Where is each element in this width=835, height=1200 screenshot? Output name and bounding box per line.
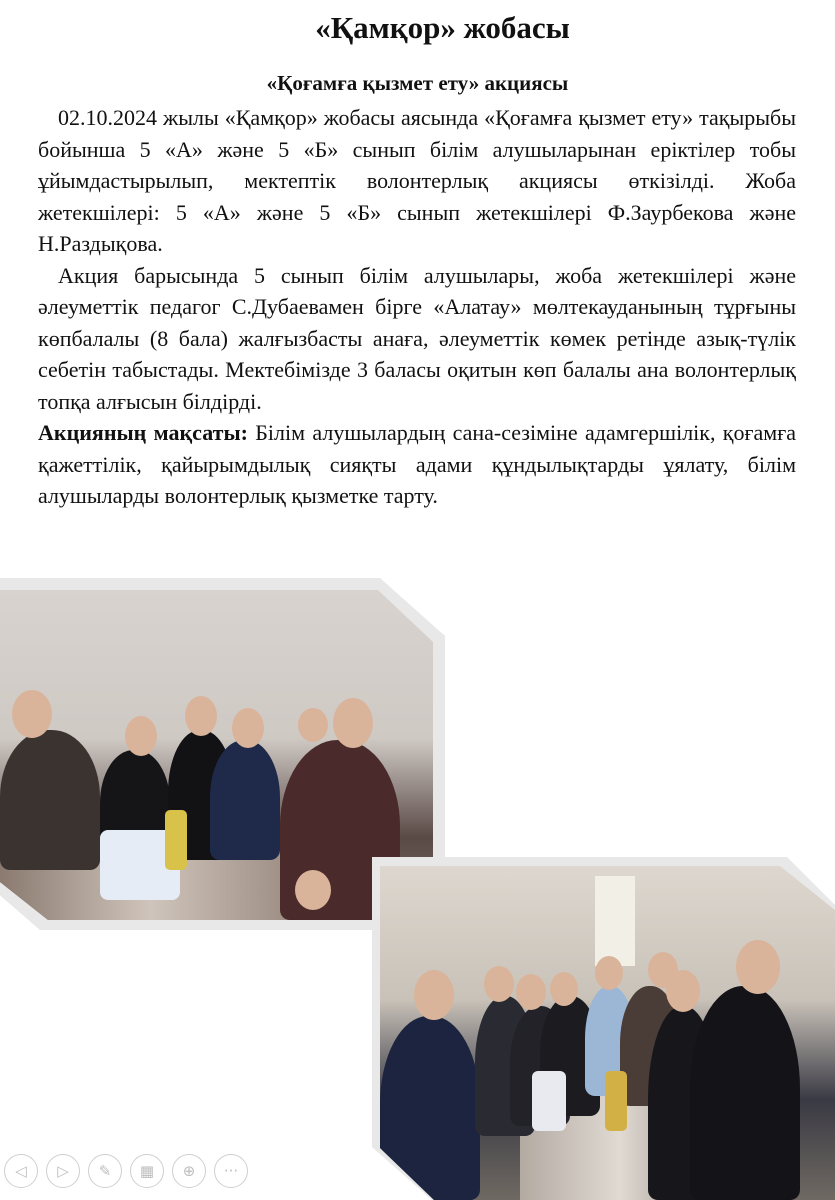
grocery-bag — [532, 1071, 566, 1131]
person-face — [185, 696, 217, 736]
event-photo-2 — [380, 866, 835, 1200]
event-photo-1 — [0, 590, 433, 920]
person-face — [12, 690, 52, 738]
person-face — [484, 966, 514, 1002]
person-face — [736, 940, 780, 994]
pen-icon[interactable]: ✎ — [88, 1154, 122, 1188]
person-face — [550, 972, 578, 1006]
document-title: «Қамқор» жобасы — [315, 10, 570, 45]
goal-label: Акцияның мақсаты: — [38, 420, 248, 445]
oil-bottle — [605, 1071, 627, 1131]
oil-bottle — [165, 810, 187, 870]
presentation-toolbar — [0, 1154, 248, 1194]
person-face — [333, 698, 373, 748]
document-subtitle: «Қоғамға қызмет ету» акциясы — [266, 71, 569, 95]
person-face — [125, 716, 157, 756]
child-face — [295, 870, 331, 910]
more-icon[interactable]: ··· — [214, 1154, 248, 1188]
person — [690, 986, 800, 1200]
paragraph-action: Акция барысында 5 сынып білім алушылары, жоба жетекшілері және әлеуметтік педагог С.Дубаевамен бірге «Алатау» мөлтекауданының тұрғыны көпбалалы (8 бала) жалғызбасты анаға, әлеуметтік көмек ретінде азық-түлік себетін табыстады. Мектебімізде 3 баласы оқитын көп балалы ана волонтерлық топқа алғысын білдірді. — [38, 262, 796, 414]
paragraph-goal — [38, 417, 796, 512]
person — [210, 740, 280, 860]
person-face — [414, 970, 454, 1020]
prev-arrow-icon[interactable]: ◁ — [4, 1154, 38, 1188]
person-face — [666, 970, 700, 1012]
paragraph-intro: 02.10.2024 жылы «Қамқор» жобасы аясында «Қоғамға қызмет ету» тақырыбы бойынша 5 «А» және 5 «Б» сынып білім алушыларынан еріктілер тобы ұйымдастырылып, мектептік волонтерлық акциясы өткізілді. Жоба жетекшілері: 5 «А» және 5 «Б» сынып жетекшілері Ф.Заурбекова және Н.Раздықова. — [38, 105, 796, 256]
window — [595, 876, 635, 966]
next-arrow-icon[interactable]: ▷ — [46, 1154, 80, 1188]
person-face — [595, 956, 623, 990]
child-face — [298, 708, 328, 742]
zoom-icon[interactable]: ⊕ — [172, 1154, 206, 1188]
slides-grid-icon[interactable]: ▦ — [130, 1154, 164, 1188]
person — [380, 1016, 480, 1200]
person-face — [516, 974, 546, 1010]
document-body — [38, 102, 796, 512]
person — [0, 730, 100, 870]
goal-text: Білім алушылардың сана-сезіміне адамгершілік, қоғамға қажеттілік, қайырымдылық сияқты адами құндылықтарды ұялату, білім алушыларды волонтерлық қызметке тарту. — [38, 420, 796, 508]
person-face — [232, 708, 264, 748]
